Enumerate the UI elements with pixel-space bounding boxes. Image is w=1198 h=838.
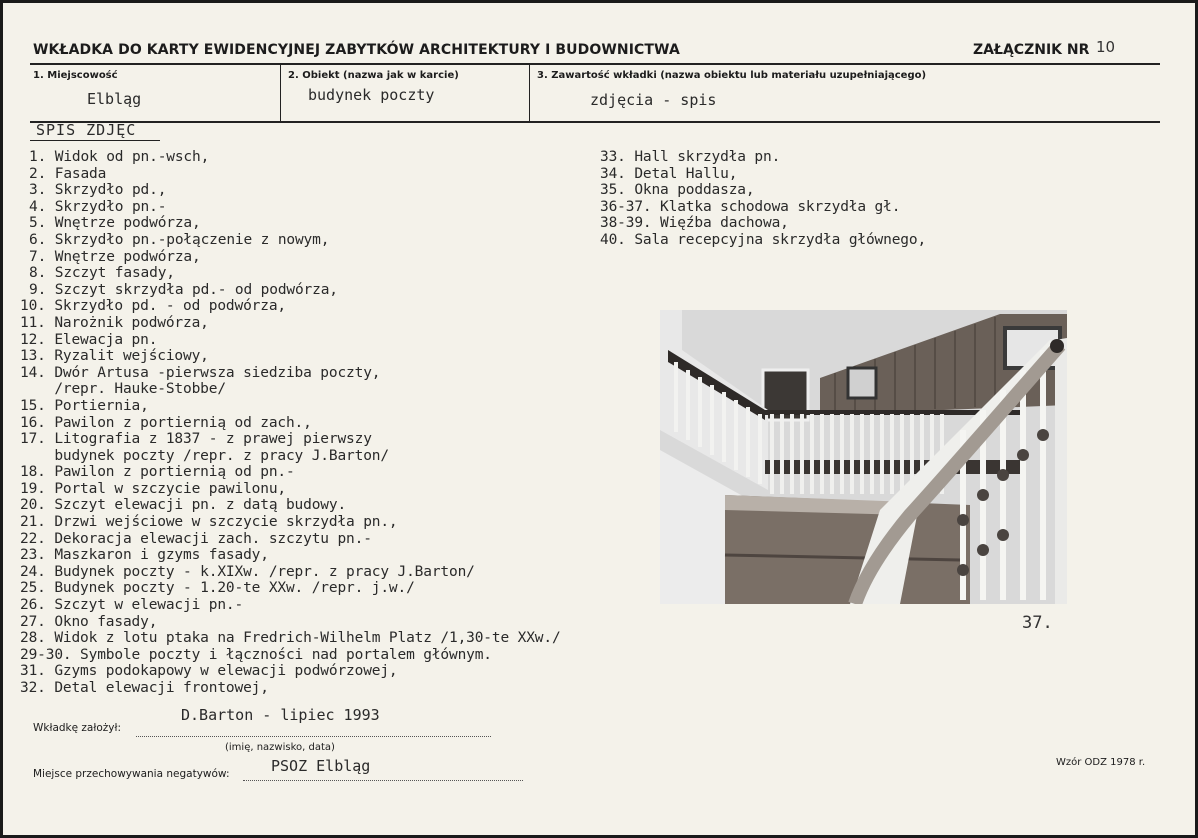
list-item: 29-30. Symbole poczty i łączności nad portalem głównym. [20,646,492,663]
photo-list-right [600,149,926,249]
list-item: 22. Dekoracja elewacji zach. szczytu pn.- [20,530,372,547]
storage-value: PSOZ Elbląg [271,757,371,775]
field-1-value: Elbląg [87,90,142,108]
list-item: 40. Sala recepcyjna skrzydła głównego, [600,231,927,248]
list-item: 36-37. Klatka schodowa skrzydła gł. [600,198,901,215]
list-item: 8. Szczyt fasady, [29,265,175,282]
list-item: 26. Szczyt w elewacji pn.- [20,597,244,614]
list-item: 35. Okna poddasza, [600,182,755,199]
list-item: 16. Pawilon z portiernią od zach., [20,414,312,431]
list-item: 33. Hall skrzydła pn. [600,149,781,165]
form-title: WKŁADKA DO KARTY EWIDENCYJNEJ ZABYTKÓW ARCHITEKTURY I BUDOWNICTWA [33,42,680,58]
list-item: 34. Detal Hallu, [600,165,738,182]
attachment-number: 10 [1096,38,1116,56]
attachment-label: ZAŁĄCZNIK NR [973,42,1090,58]
photo-caption: 37. [1022,613,1053,633]
field-3-label: 3. Zawartość wkładki (nazwa obiektu lub materiału uzupełniającego) [537,70,927,81]
list-item: 31. Gzyms podokapowy w elewacji podwórzowej, [20,663,398,680]
list-item: 24. Budynek poczty - k.XIXw. /repr. z pracy J.Barton/ [20,563,475,580]
list-item: 5. Wnętrze podwórza, [29,215,201,232]
list-item: 27. Okno fasady, [20,613,158,630]
list-item: 7. Wnętrze podwórza, [29,248,201,265]
list-item: 12. Elewacja pn. [20,331,158,348]
field-2-label: 2. Obiekt (nazwa jak w karcie) [288,70,459,81]
list-item: 4. Skrzydło pn.- [29,198,167,215]
list-item: 11. Narożnik podwórza, [20,314,209,331]
list-item: 23. Maszkaron i gzyms fasady, [20,547,269,564]
list-title: SPIS ZDJĘC [36,121,137,139]
author-dotted-line [136,736,491,737]
list-item: 13. Ryzalit wejściowy, [20,348,209,365]
list-item: 19. Portal w szczycie pawilonu, [20,480,286,497]
field-divider-1 [280,65,281,121]
list-item: 10. Skrzydło pd. - od podwórza, [20,298,286,315]
list-item: 3. Skrzydło pd., [29,182,167,199]
storage-dotted-line [243,780,523,781]
list-item: 14. Dwór Artusa -pierwsza siedziba poczty, [20,364,381,381]
list-item: budynek poczty /repr. z pracy J.Barton/ [20,447,389,464]
header-rule-bottom [30,121,1160,123]
list-item: 17. Litografia z 1837 - z prawej pierwszy [20,431,372,448]
list-item: 25. Budynek poczty - 1.20-te XXw. /repr. j.w./ [20,580,415,597]
list-item: 15. Portiernia, [20,397,149,414]
storage-label: Miejsce przechowywania negatywów: [33,768,230,780]
list-item: 32. Detal elewacji frontowej, [20,680,269,696]
author-hint: (imię, nazwisko, data) [225,742,335,753]
author-value: D.Barton - lipiec 1993 [181,706,380,724]
staircase-photo [660,310,1067,604]
inventory-card [3,3,1195,835]
field-1-label: 1. Miejscowość [33,70,118,81]
list-item: 20. Szczyt elewacji pn. z datą budowy. [20,497,347,514]
header-rule-top [30,63,1160,65]
list-item: 18. Pawilon z portiernią od pn.- [20,464,295,481]
list-title-underline [30,140,160,141]
list-item: 1. Widok od pn.-wsch, [29,149,210,165]
photo-list-left [20,149,561,697]
list-item: 38-39. Więźba dachowa, [600,215,789,232]
list-item: 2. Fasada [29,165,107,182]
list-item: 6. Skrzydło pn.-połączenie z nowym, [29,231,330,248]
field-divider-2 [529,65,530,121]
list-item: 9. Szczyt skrzydła pd.- od podwórza, [29,281,338,298]
list-item: 28. Widok z lotu ptaka na Fredrich-Wilhelm Platz /1,30-te XXw./ [20,630,561,647]
form-number: Wzór ODZ 1978 r. [1056,757,1146,768]
field-3-value: zdjęcia - spis [590,91,717,109]
list-item: /repr. Hauke-Stobbe/ [20,381,226,398]
author-label: Wkładkę założył: [33,722,122,734]
field-2-value: budynek poczty [308,86,435,104]
list-item: 21. Drzwi wejściowe w szczycie skrzydła pn., [20,514,398,531]
